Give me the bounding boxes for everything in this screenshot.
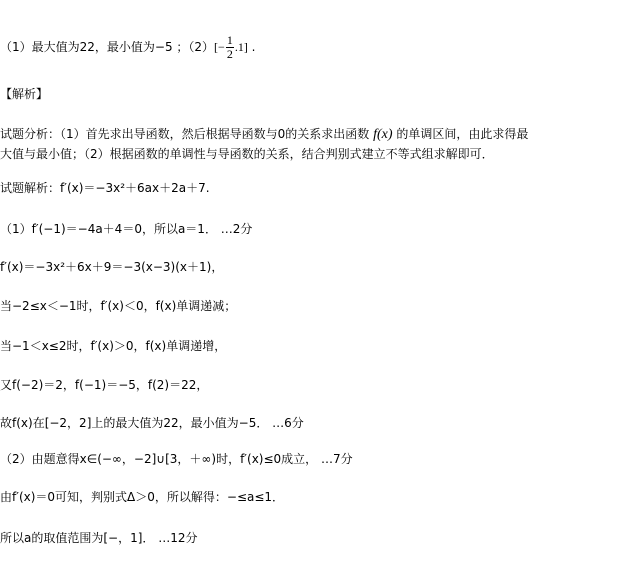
solution-line-3: f′(x)＝−3x²＋6x＋9＝−3(x−3)(x＋1)， (0, 260, 224, 274)
analysis-line-1 (0, 126, 528, 143)
solution-line-10: 所以a的取值范围为[−，1]． …12分 (0, 531, 198, 545)
fraction-numerator: 1 (226, 33, 233, 47)
interval-open: [− (214, 40, 225, 54)
solution-line-9: 由f′(x)＝0可知，判别式Δ＞0，所以解得：−≤a≤1． (0, 490, 285, 504)
answer-end: . (247, 40, 256, 54)
analysis-heading: 【解析】 (0, 87, 49, 101)
solution-line-6: 又f(−2)＝2，f(−1)＝−5，f(2)＝22， (0, 378, 209, 392)
function-fx: f(x) (373, 127, 393, 142)
answer-line (0, 34, 255, 61)
analysis-text-1b: 的单调区间，由此求得最 (396, 127, 529, 141)
solution-line-2: （1）f′(−1)＝−4a＋4＝0，所以a＝1． …2分 (0, 222, 253, 236)
fraction (226, 34, 234, 61)
answer-part1: （1）最大值为22，最小值为−5 ；（2） (0, 40, 215, 54)
solution-line-7: 故f(x)在[−2，2]上的最大值为22，最小值为−5． …6分 (0, 416, 304, 430)
solution-line-5: 当−1＜x≤2时，f′(x)＞0，f(x)单调递增， (0, 339, 227, 353)
solution-line-1: 试题解析：f′(x)＝−3x²＋6ax＋2a＋7. (0, 181, 210, 195)
solution-line-4: 当−2≤x＜−1时，f′(x)＜0，f(x)单调递减； (0, 299, 237, 313)
interval-close: .1] (234, 40, 248, 54)
analysis-line-2: 大值与最小值；（2）根据函数的单调性与导函数的关系，结合判别式建立不等式组求解即可． (0, 147, 494, 161)
analysis-text-1a: 试题分析：（1）首先求出导函数，然后根据导函数与0的关系求出函数 (0, 127, 370, 141)
fraction-denominator: 2 (226, 47, 233, 61)
solution-line-8: （2）由题意得x∈(−∞，−2]∪[3，＋∞)时，f′(x)≤0成立， …7分 (0, 452, 353, 466)
